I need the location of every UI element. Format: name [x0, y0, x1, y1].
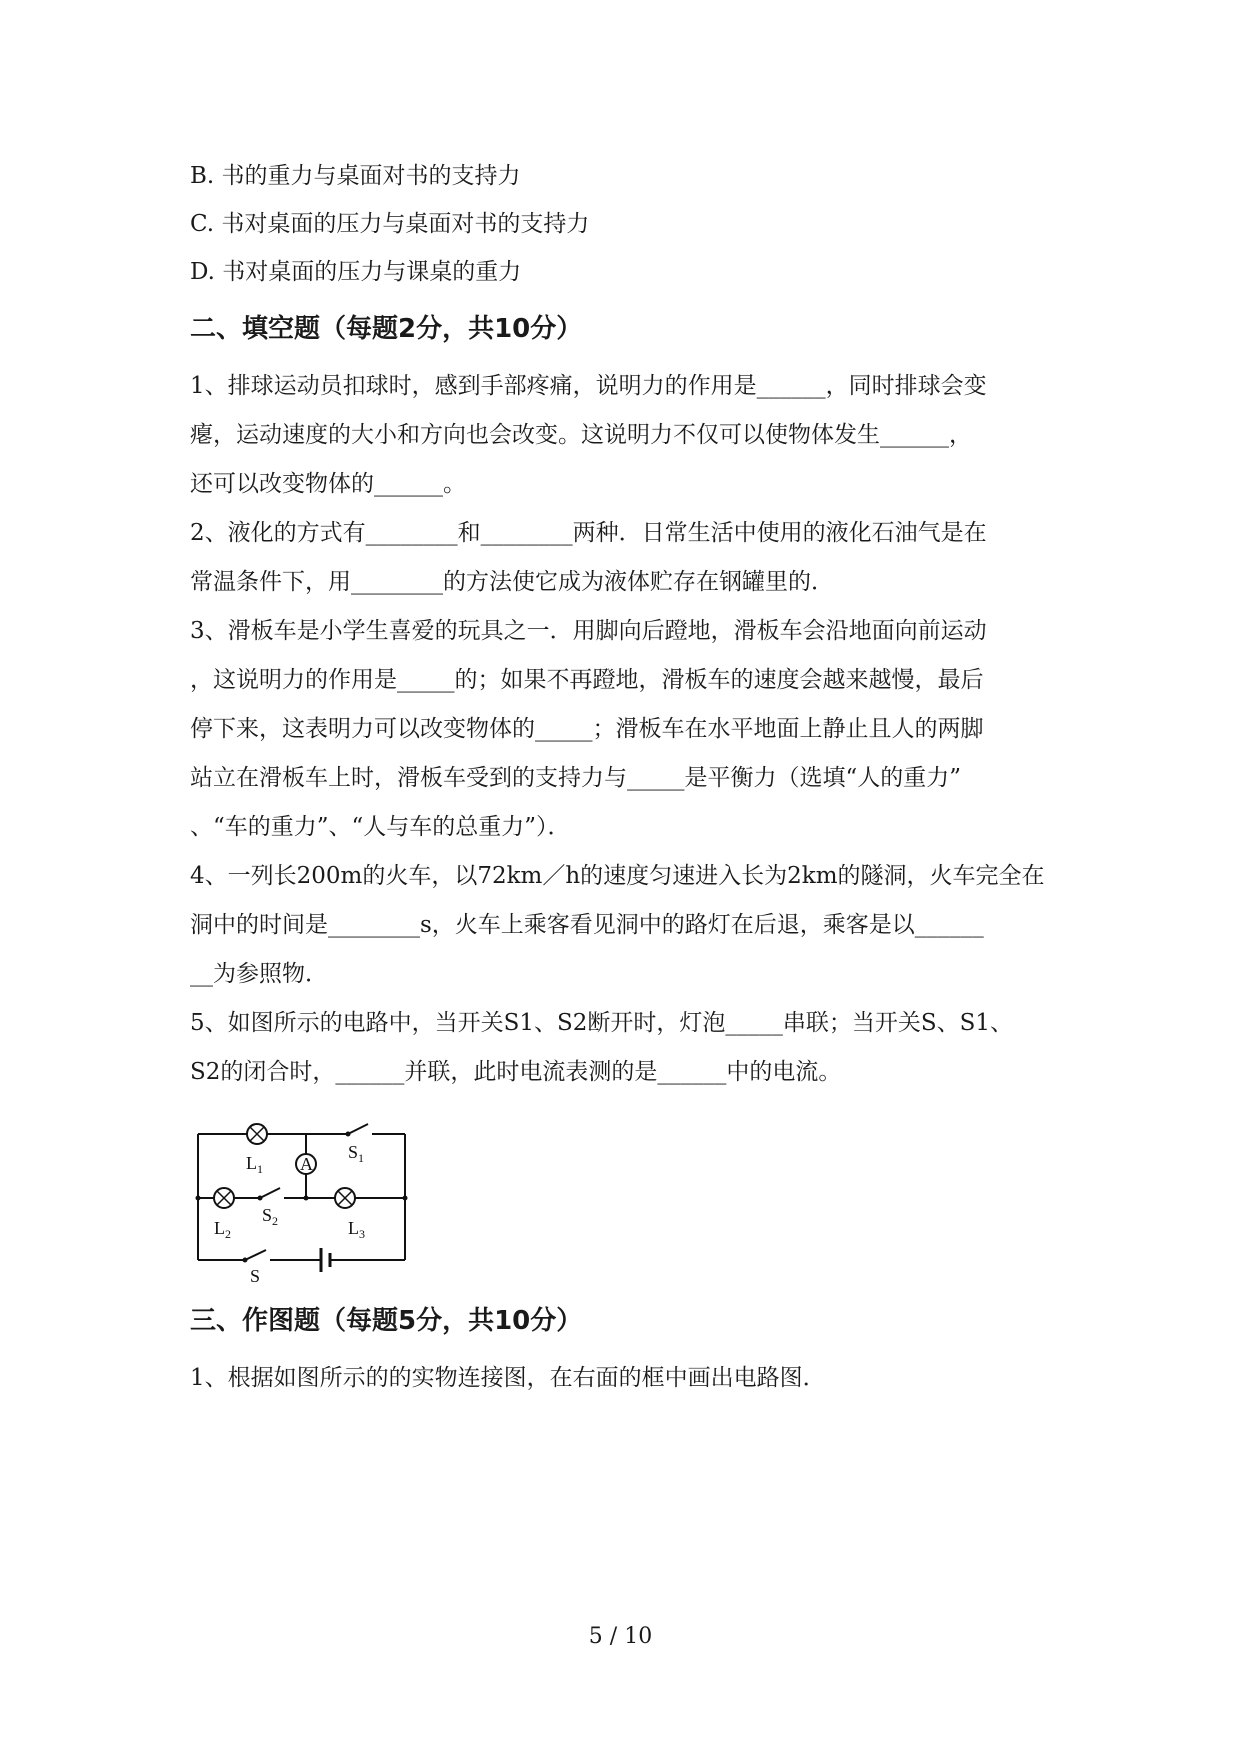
q1-line-2: 瘪，运动速度的大小和方向也会改变。这说明力不仅可以使物体发生______， [190, 422, 972, 448]
option-d: D. 书对桌面的压力与课桌的重力 [190, 259, 522, 285]
q5-line-2: S2的闭合时，______并联，此时电流表测的是______中的电流。 [190, 1059, 842, 1085]
s2-sub: 2 [272, 1214, 278, 1228]
l3-sub: 3 [359, 1227, 365, 1241]
ammeter-label: A [300, 1154, 313, 1174]
s1-sub: 1 [358, 1151, 364, 1165]
q2-line-1: 2、液化的方式有________和________两种．日常生活中使用的液化石油气是在 [190, 520, 987, 546]
s1-label: S [348, 1142, 359, 1162]
l3-label: L [348, 1218, 359, 1238]
option-b: B. 书的重力与桌面对书的支持力 [190, 163, 521, 189]
section2-heading: 二、填空题（每题2分，共10分） [190, 314, 583, 344]
section3-heading: 三、作图题（每题5分，共10分） [190, 1306, 583, 1336]
l2-sub: 2 [225, 1227, 231, 1241]
page-number: 5 / 10 [588, 1624, 653, 1649]
q2-line-2: 常温条件下，用________的方法使它成为液体贮存在钢罐里的． [190, 569, 834, 595]
l2-label: L [214, 1218, 225, 1238]
l1-label: L [246, 1153, 257, 1173]
s2-label: S [262, 1205, 273, 1225]
circuit-diagram [190, 1120, 430, 1285]
q3-line-1: 3、滑板车是小学生喜爱的玩具之一．用脚向后蹬地，滑板车会沿地面向前运动 [190, 618, 987, 644]
q1-line-3: 还可以改变物体的______。 [190, 471, 466, 497]
q4-line-1: 4、一列长200m的火车，以72km／h的速度匀速进入长为2km的隧洞，火车完全在 [190, 863, 1045, 889]
q5-line-1: 5、如图所示的电路中，当开关S1、S2断开时，灯泡_____串联；当开关S、S1、 [190, 1010, 1014, 1036]
q4-line-2: 洞中的时间是________s，火车上乘客看见洞中的路灯在后退，乘客是以______ [190, 912, 984, 938]
q3-line-2: ，这说明力的作用是_____的；如果不再蹬地，滑板车的速度会越来越慢，最后 [190, 667, 984, 693]
q3-line-4: 站立在滑板车上时，滑板车受到的支持力与_____是平衡力（选填“人的重力” [190, 765, 962, 791]
q3-line-3: 停下来，这表明力可以改变物体的_____；滑板车在水平地面上静止且人的两脚 [190, 716, 984, 742]
l1-sub: 1 [257, 1162, 263, 1176]
s-label: S [250, 1266, 261, 1285]
q3-line-5: 、“车的重力”、“人与车的总重力”）． [190, 814, 571, 840]
section3-q1: 1、根据如图所示的的实物连接图，在右面的框中画出电路图． [190, 1365, 826, 1391]
q1-line-1: 1、排球运动员扣球时，感到手部疼痛，说明力的作用是______，同时排球会变 [190, 373, 987, 399]
option-c: C. 书对桌面的压力与桌面对书的支持力 [190, 211, 590, 237]
q4-line-3: __为参照物． [190, 961, 328, 987]
